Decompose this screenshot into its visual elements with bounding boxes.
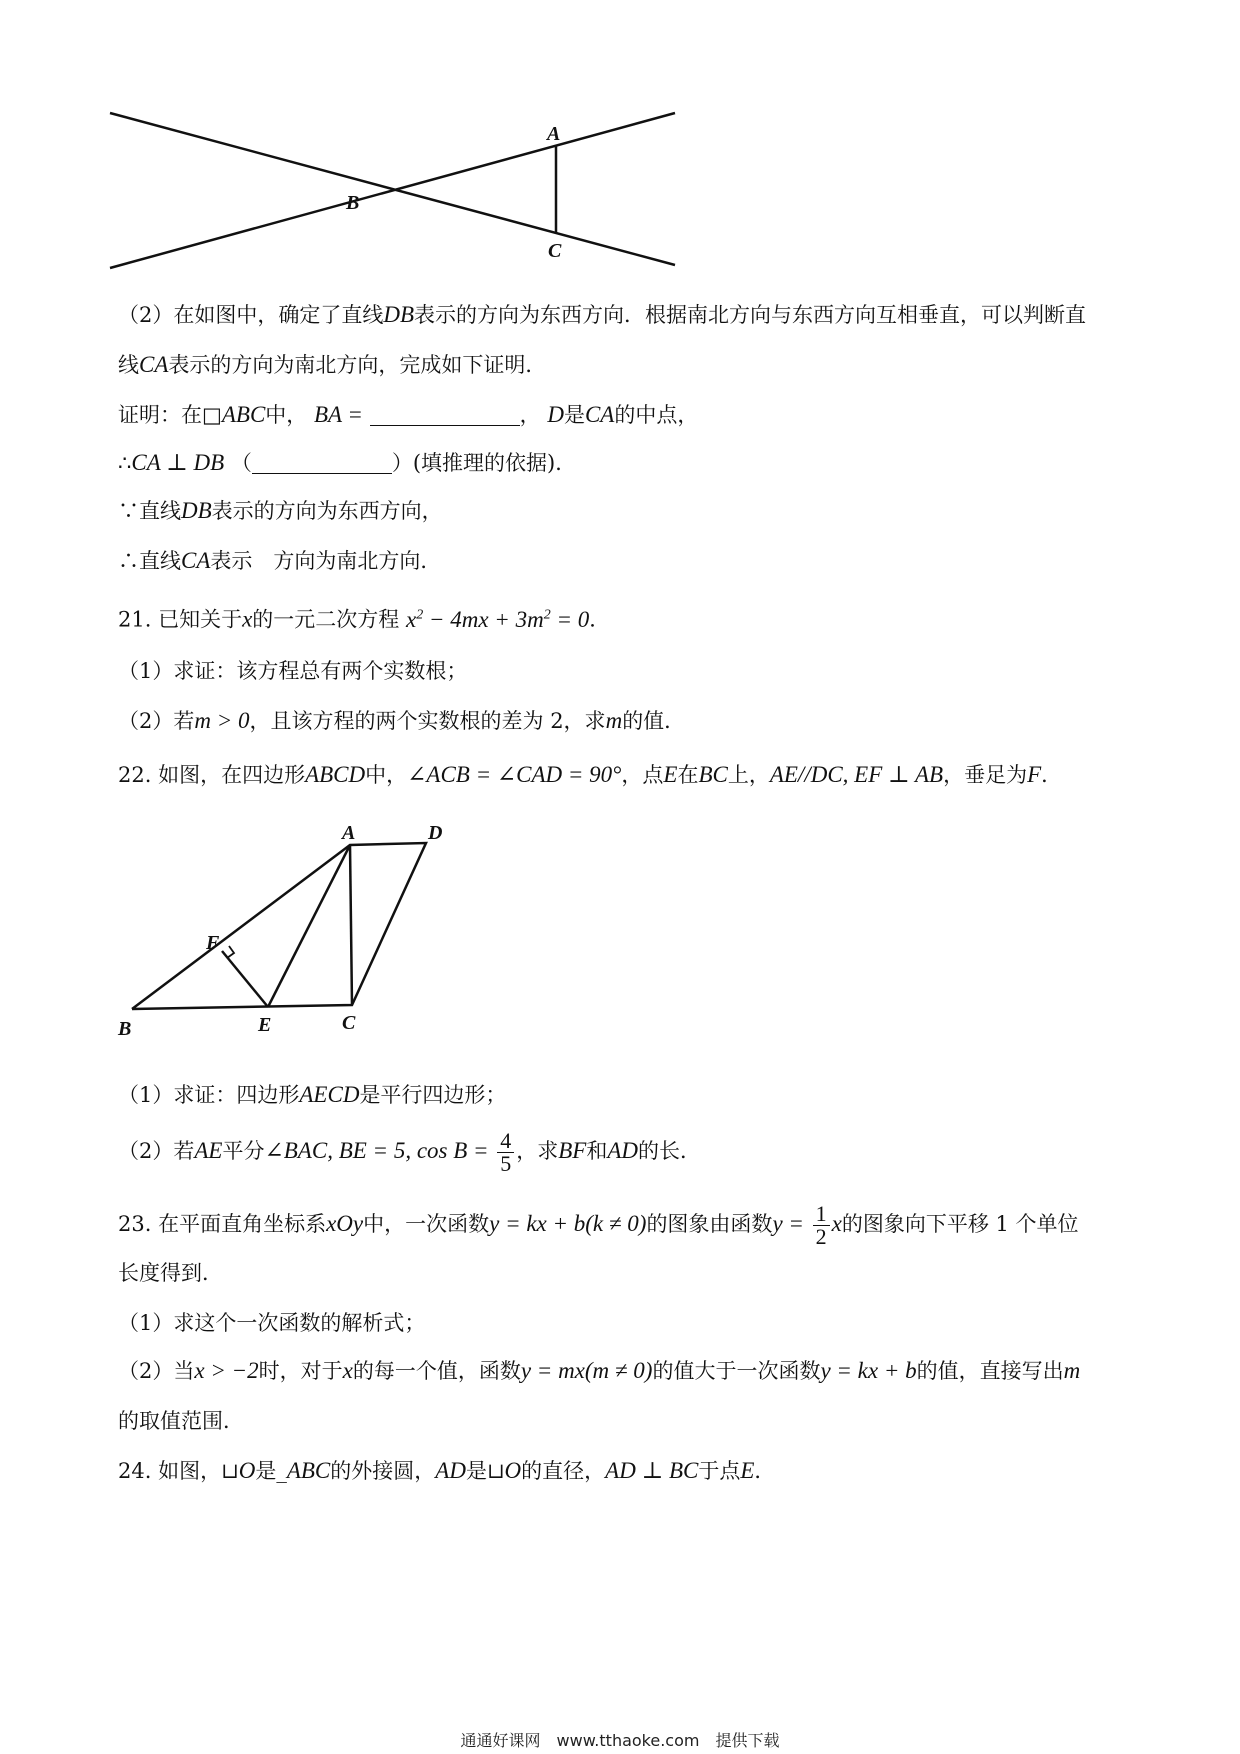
segment-ef — [222, 951, 268, 1007]
q21-part2: （2）若m > 0，且该方程的两个实数根的差为 2，求m的值． — [118, 708, 686, 733]
label-a: A — [547, 123, 561, 145]
label-f: F — [206, 932, 220, 954]
q23-stem-line2: 长度得到． — [118, 1261, 223, 1285]
fraction-cos-b: $\frac{4}{5}$ — [497, 1130, 514, 1175]
q23-stem-line1: 23. 在平面直角坐标系xOy中，一次函数y = kx + b(k ≠ 0)的图象由函数y = $\frac{1}{2}$ x的图象向下平移 1 个单位 — [118, 1201, 1079, 1249]
label-e: E — [258, 1014, 272, 1036]
proof-line4: ∴直线CA表示 方向为南北方向． — [118, 548, 442, 573]
p20-2-line2: 线CA表示的方向为南北方向，完成如下证明． — [118, 352, 547, 377]
figure-quadrilateral — [110, 815, 450, 1055]
right-angle-mark — [227, 946, 234, 958]
q23-part2-line2: 的取值范围． — [118, 1409, 244, 1433]
proof-line1: 证明：在□ABC中， BA = ， D是CA的中点， — [118, 402, 699, 427]
proof-line2: ∴CA ⊥ DB （ ）(填推理的依据)． — [118, 450, 577, 475]
label-c: C — [548, 240, 562, 262]
q22-stem: 22. 如图，在四边形ABCD中，∠ACB = ∠CAD = 90°，点E在BC上，AE//DC, EF ⊥ AB，垂足为F． — [118, 762, 1063, 787]
q21-stem: 21. 已知关于x的一元二次方程 $x^2 - 4mx + 3m^2 = 0$． — [118, 606, 611, 632]
label-c: C — [342, 1012, 356, 1034]
label-a: A — [342, 822, 356, 844]
q21-part1: （1）求证：该方程总有两个实数根； — [118, 659, 468, 683]
segment-ac — [350, 845, 352, 1005]
page-footer: 通通好课网 www.tthaoke.com 提供下载 — [460, 1731, 780, 1750]
label-b: B — [118, 1018, 132, 1040]
q22-part1: （1）求证：四边形AECD是平行四边形； — [118, 1082, 507, 1107]
p20-2-line1: （2）在如图中，确定了直线DB表示的方向为东西方向．根据南北方向与东西方向互相垂直，可以判断直 — [118, 302, 1087, 327]
q23-part1: （1）求这个一次函数的解析式； — [118, 1311, 426, 1335]
blank-reason[interactable] — [252, 451, 392, 474]
blank-ba[interactable] — [370, 403, 520, 426]
q22-part2: （2）若AE平分∠BAC, BE = 5, cos B = $\frac{4}{5}$ ，求BF和AD的长． — [118, 1128, 702, 1176]
segment-ae — [268, 845, 350, 1007]
label-d: D — [428, 822, 443, 844]
q24-stem: 24. 如图，⊔O是_ABC的外接圆，AD是⊔O的直径，AD ⊥ BC于点E． — [118, 1458, 776, 1483]
fraction-one-half: $\frac{1}{2}$ — [813, 1203, 830, 1248]
q23-part2-line1: （2）当x > −2时，对于x的每一个值，函数y = mx(m ≠ 0)的值大于一次函数y = kx + b的值，直接写出m — [118, 1358, 1081, 1383]
figure-intersecting-lines — [100, 95, 690, 275]
proof-line3: ∵直线DB表示的方向为东西方向， — [118, 498, 443, 523]
label-b: B — [346, 192, 360, 214]
